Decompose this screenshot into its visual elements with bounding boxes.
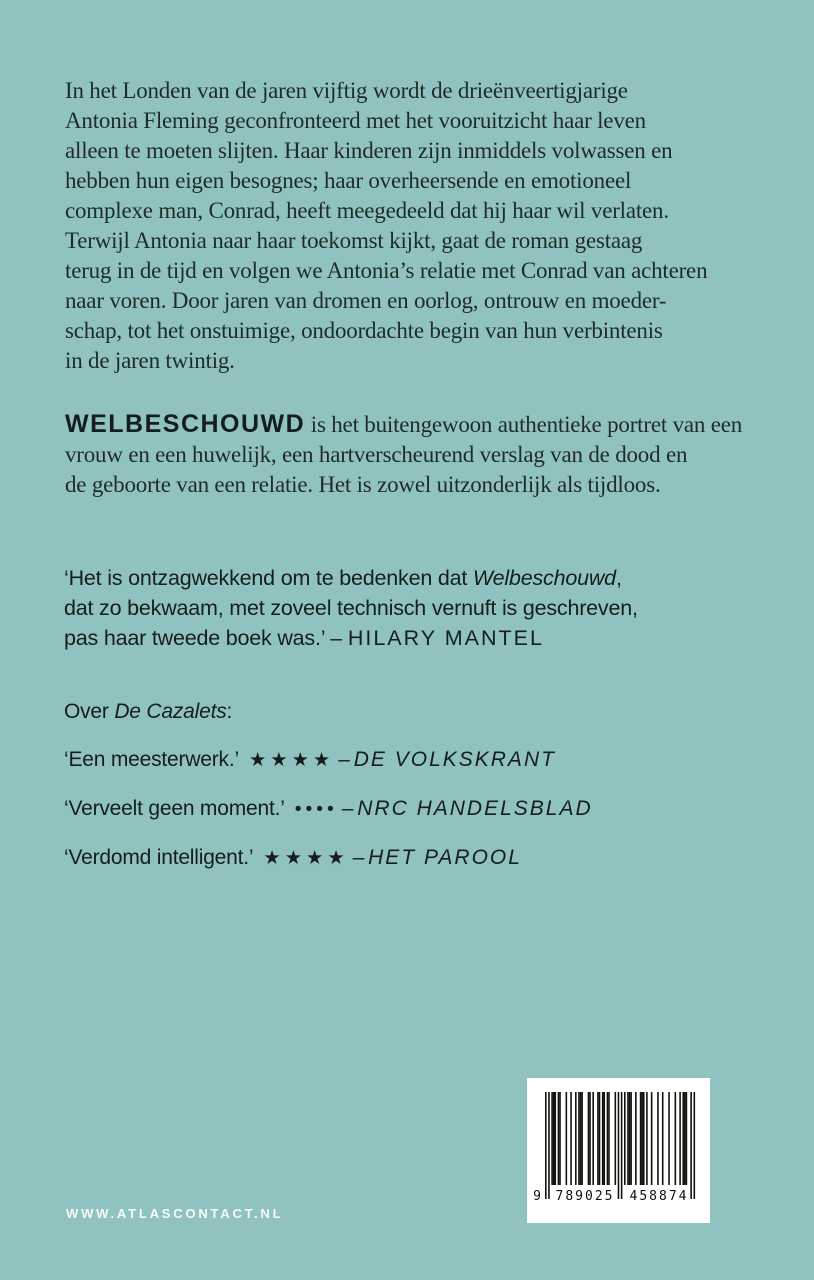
reviews-heading-text: Over <box>64 700 115 723</box>
synopsis <box>65 76 707 376</box>
publisher-website: WWW.ATLASCONTACT.NL <box>66 1206 284 1221</box>
review-item <box>64 794 593 825</box>
reviews-section <box>64 697 593 874</box>
review-source: DE VOLKSKRANT <box>353 748 556 771</box>
review-source: NRC HANDELSBLAD <box>357 797 593 820</box>
attribution-dash: – <box>341 797 354 820</box>
barcode-digit-first: 9 <box>533 1189 541 1204</box>
quote-text: pas haar tweede boek was.’ – <box>64 626 348 650</box>
reviews-heading <box>64 697 593 727</box>
reviews-heading-text: : <box>226 700 233 723</box>
review-item <box>64 745 593 776</box>
blurb <box>65 409 742 500</box>
star-rating: ★★★★ <box>263 848 349 869</box>
blurb-line: vrouw en een huwelijk, een hartverscheurend verslag van de dood en <box>65 442 688 467</box>
review-source: HET PAROOL <box>368 846 522 869</box>
series-title-italic: De Cazalets <box>114 700 227 723</box>
press-quote <box>64 563 638 653</box>
synopsis-line: complexe man, Conrad, heeft meegedeeld dat hij haar wil verlaten. <box>65 198 669 223</box>
synopsis-line: Terwijl Antonia naar haar toekomst kijkt, gaat de roman gestaag <box>65 228 643 253</box>
review-quote: ‘Een meesterwerk.’ <box>64 748 239 771</box>
barcode-digits-left: 789025 <box>555 1189 615 1204</box>
isbn-barcode <box>527 1078 710 1223</box>
book-title-word: WELBESCHOUWD <box>65 410 306 438</box>
barcode-digits-right: 458874 <box>629 1189 689 1204</box>
blurb-line: is het buitengewoon authentieke portret van een <box>305 412 743 437</box>
synopsis-line: schap, tot het onstuimige, ondoordachte begin van hun verbintenis <box>65 318 663 343</box>
synopsis-line: alleen te moeten slijten. Haar kinderen zijn inmiddels volwassen en <box>65 138 673 163</box>
dot-rating: •••• <box>294 799 338 820</box>
review-quote: ‘Verveelt geen moment.’ <box>64 797 285 820</box>
synopsis-line: terug in de tijd en volgen we Antonia’s relatie met Conrad van achteren <box>65 258 708 283</box>
attribution-dash: – <box>338 748 350 771</box>
review-quote: ‘Verdomd intelligent.’ <box>64 846 254 869</box>
synopsis-line: In het Londen van de jaren vijftig wordt de drieënveertigjarige <box>65 78 628 103</box>
blurb-line: de geboorte van een relatie. Het is zowel uitzonderlijk als tijdloos. <box>65 472 661 497</box>
attribution-dash: – <box>352 846 365 869</box>
star-rating: ★★★★ <box>248 750 335 771</box>
synopsis-line: hebben hun eigen besognes; haar overheersende en emotioneel <box>65 168 632 193</box>
quote-attribution: HILARY MANTEL <box>347 626 544 650</box>
review-item <box>64 843 593 874</box>
quote-text: , <box>615 566 622 590</box>
quote-text: ‘Het is ontzagwekkend om te bedenken dat <box>64 566 473 590</box>
synopsis-line: Antonia Fleming geconfronteerd met het vooruitzicht haar leven <box>65 108 646 133</box>
barcode-bars <box>545 1092 696 1199</box>
synopsis-line: in de jaren twintig. <box>65 348 235 373</box>
synopsis-line: naar voren. Door jaren van dromen en oorlog, ontrouw en moeder- <box>65 288 667 313</box>
quote-text: dat zo bekwaam, met zoveel technisch vernuft is geschreven, <box>64 596 638 620</box>
quote-title-italic: Welbeschouwd <box>472 566 616 590</box>
